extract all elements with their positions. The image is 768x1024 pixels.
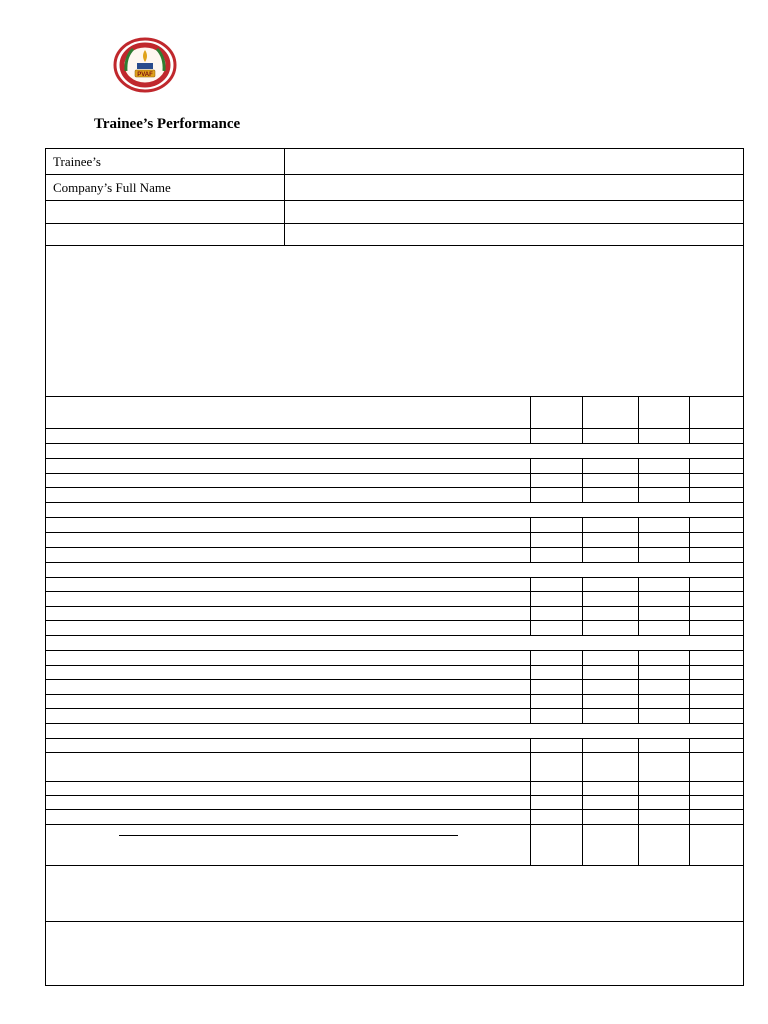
row-divider xyxy=(45,223,744,224)
logo-text: PVAF xyxy=(137,72,153,78)
rating-column-divider xyxy=(582,650,583,723)
grid-row-line xyxy=(45,532,744,533)
grid-row-line xyxy=(45,694,744,695)
grid-row-line xyxy=(45,606,744,607)
rating-column-divider xyxy=(638,650,639,723)
rating-column-divider xyxy=(689,738,690,865)
grid-row-line xyxy=(45,591,744,592)
column-divider xyxy=(284,148,285,245)
grid-row-line xyxy=(45,723,744,724)
grid-row-line xyxy=(45,738,744,739)
grid-row-line xyxy=(45,824,744,825)
row-divider xyxy=(45,174,744,175)
grid-row-line xyxy=(45,502,744,503)
rating-column-divider xyxy=(530,738,531,865)
rating-column-divider xyxy=(582,458,583,502)
grid-row-line xyxy=(45,665,744,666)
rating-column-divider xyxy=(638,738,639,865)
grid-row-line xyxy=(45,487,744,488)
row-divider xyxy=(45,245,744,246)
grid-row-line xyxy=(45,562,744,563)
trainee-name-field[interactable] xyxy=(288,150,740,172)
rating-column-divider xyxy=(530,458,531,502)
grid-row-line xyxy=(45,809,744,810)
rating-column-divider xyxy=(638,517,639,562)
rating-column-divider xyxy=(638,458,639,502)
grid-row-line xyxy=(45,547,744,548)
rating-column-divider xyxy=(582,517,583,562)
rating-column-divider xyxy=(689,577,690,635)
comments-top-border xyxy=(45,865,744,866)
grid-row-line xyxy=(45,443,744,444)
company-name-label: Company’s Full Name xyxy=(53,180,171,195)
rating-column-divider xyxy=(530,577,531,635)
page-title: Trainee’s Performance xyxy=(94,116,241,132)
rating-column-divider xyxy=(530,396,531,443)
comments-field-2[interactable] xyxy=(48,924,741,983)
grid-top-border xyxy=(45,396,744,397)
rating-column-divider xyxy=(689,458,690,502)
grid-row-line xyxy=(45,577,744,578)
grid-row-line xyxy=(45,752,744,753)
row-divider xyxy=(45,200,744,201)
comments-divider xyxy=(45,921,744,922)
signature-line[interactable] xyxy=(119,835,458,836)
rating-column-divider xyxy=(689,650,690,723)
grid-row-line xyxy=(45,517,744,518)
description-area[interactable] xyxy=(48,248,741,394)
grid-row-line xyxy=(45,650,744,651)
rating-column-divider xyxy=(530,650,531,723)
grid-row-line xyxy=(45,708,744,709)
rating-column-divider xyxy=(689,517,690,562)
comments-field-1[interactable] xyxy=(48,868,741,918)
rating-column-divider xyxy=(638,577,639,635)
rating-column-divider xyxy=(582,738,583,865)
institution-seal-icon xyxy=(113,37,177,93)
grid-row-line xyxy=(45,473,744,474)
grid-row-line xyxy=(45,458,744,459)
rating-column-divider xyxy=(582,396,583,443)
rating-column-divider xyxy=(582,577,583,635)
info-field-4[interactable] xyxy=(288,225,740,243)
rating-column-divider xyxy=(530,517,531,562)
grid-row-line xyxy=(45,679,744,680)
grid-row-line xyxy=(45,635,744,636)
info-field-3[interactable] xyxy=(288,202,740,221)
institution-logo xyxy=(113,37,177,93)
grid-row-line xyxy=(45,620,744,621)
grid-row-line xyxy=(45,428,744,429)
trainee-label: Trainee’s xyxy=(53,154,101,169)
rating-column-divider xyxy=(638,396,639,443)
rating-column-divider xyxy=(689,396,690,443)
grid-row-line xyxy=(45,795,744,796)
company-name-field[interactable] xyxy=(288,176,740,198)
grid-row-line xyxy=(45,781,744,782)
